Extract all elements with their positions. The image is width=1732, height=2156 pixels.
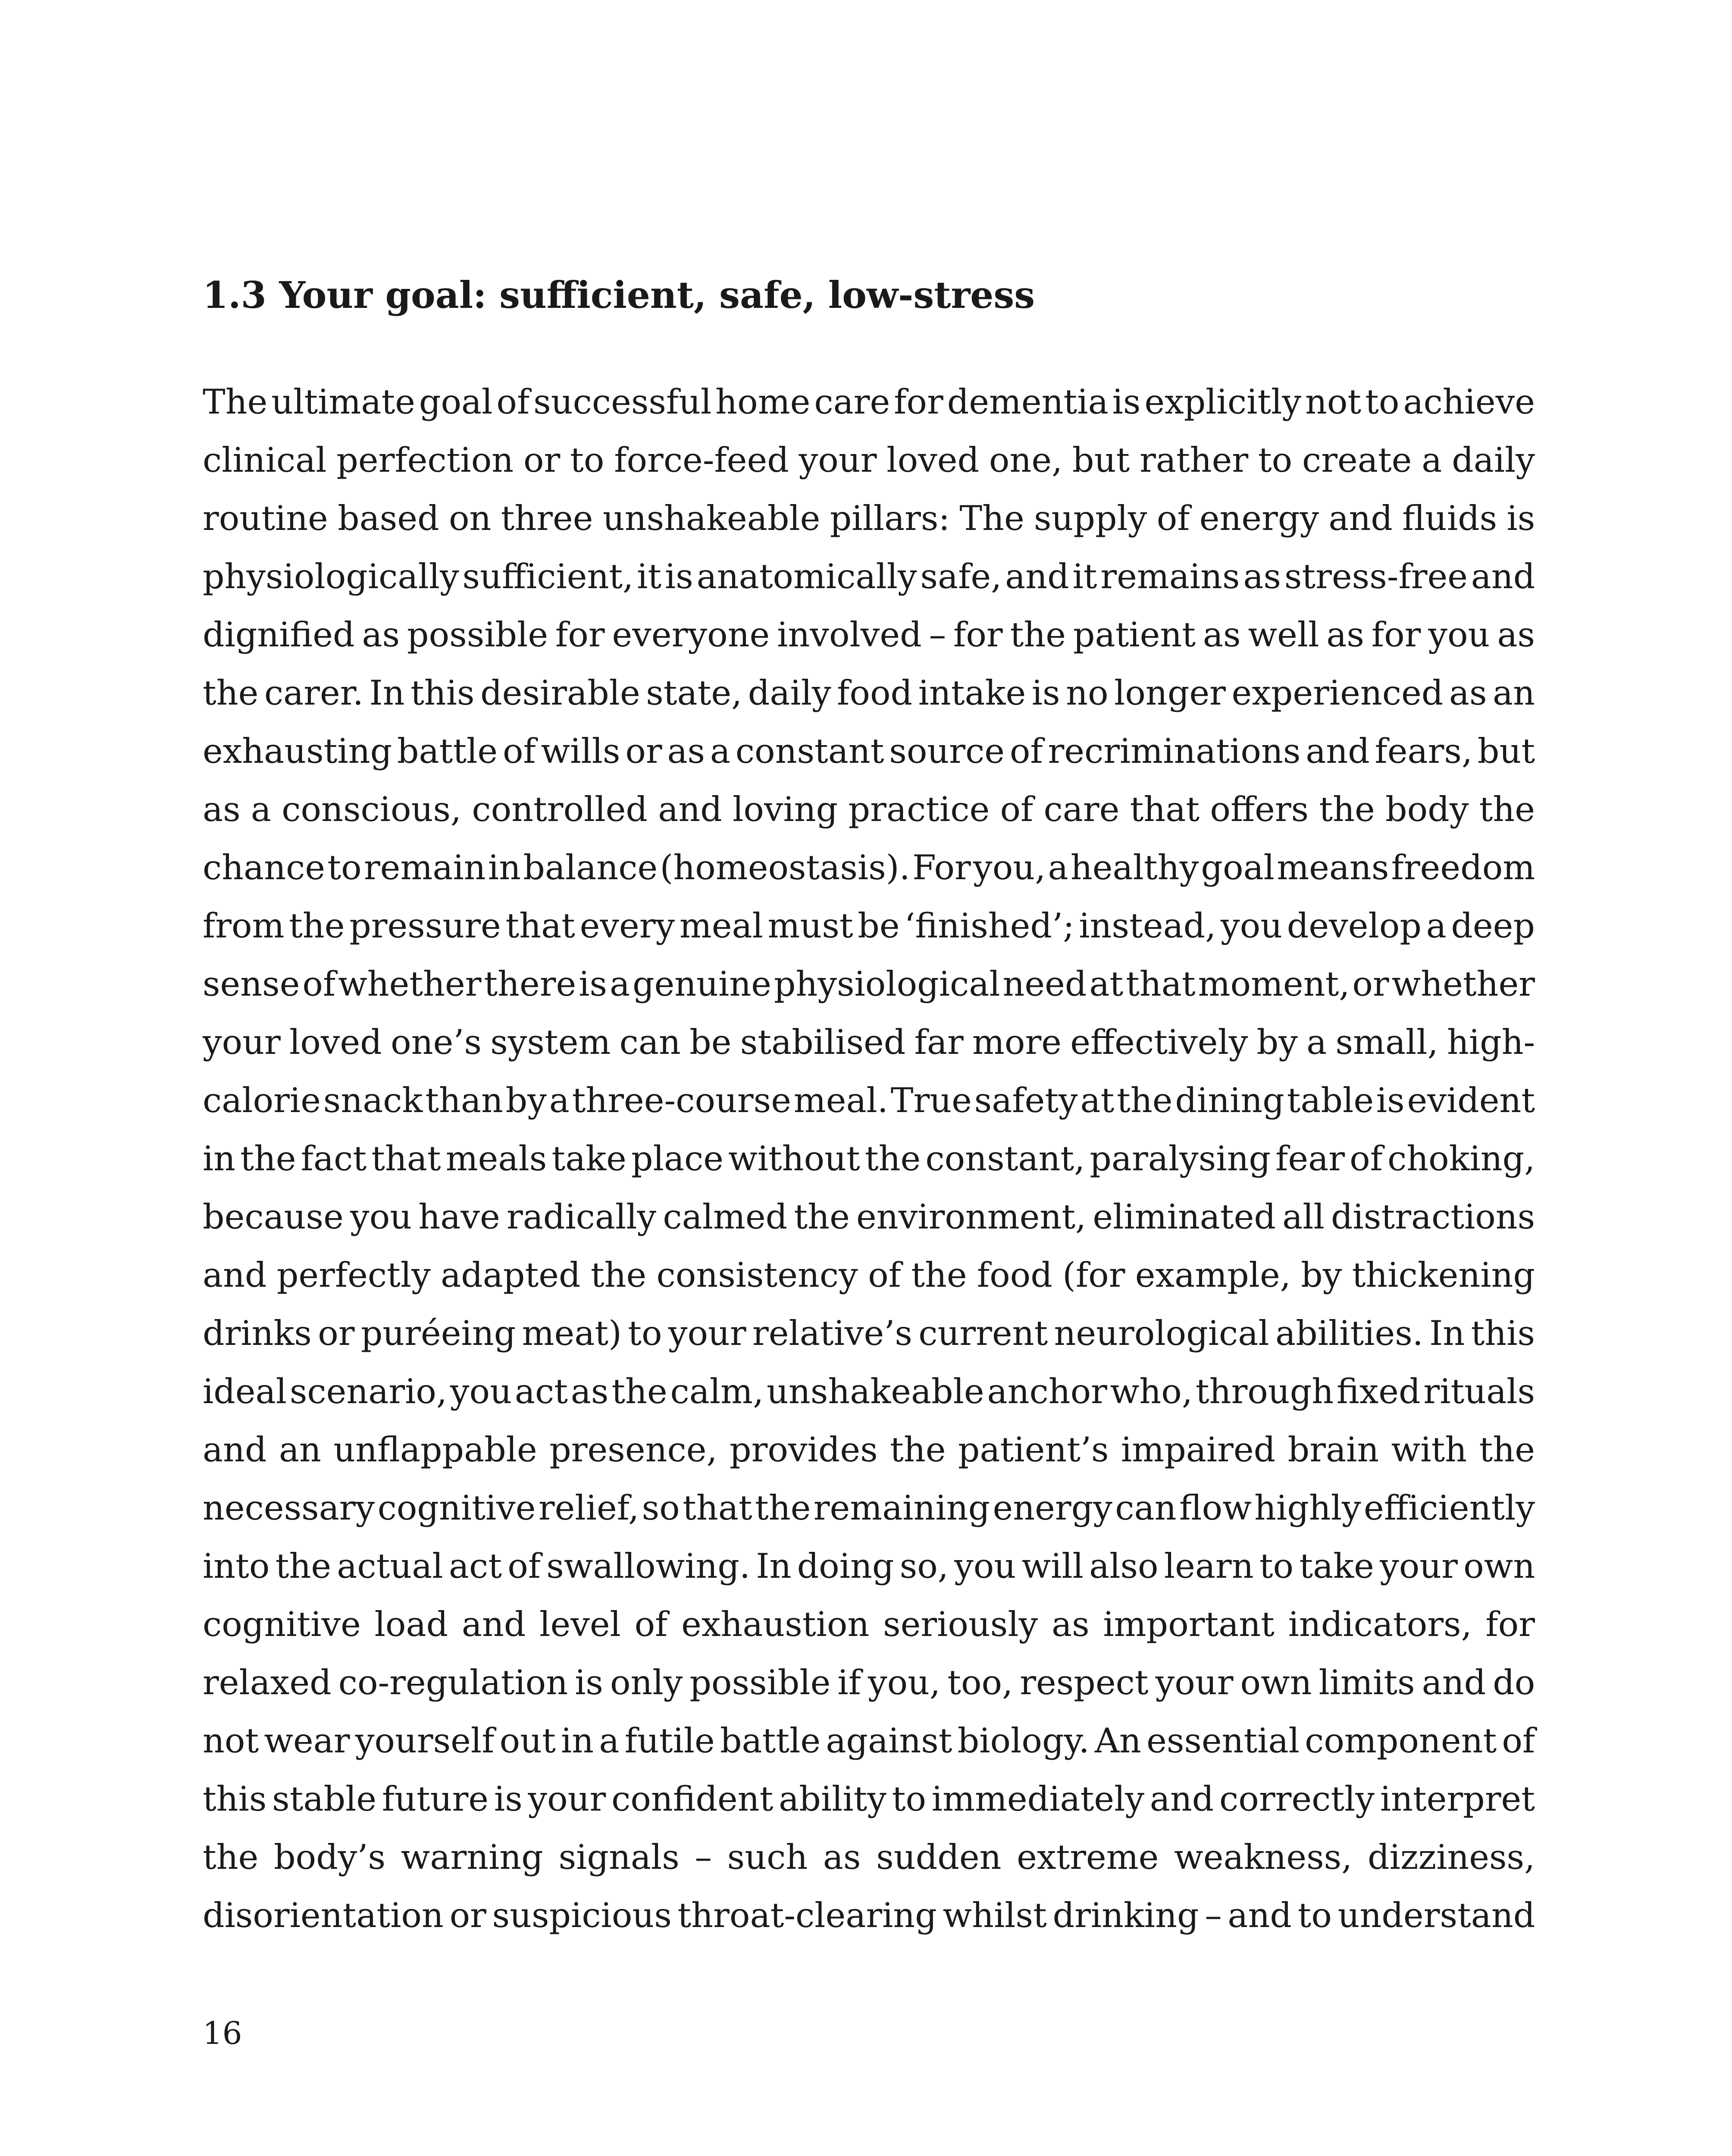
body-line: The ultimate goal of successful home care for dementia is explicitly not to achieve — [203, 382, 1535, 422]
body-line: drinks or puréeing meat) to your relative’s current neurological abilities. In this — [203, 1313, 1535, 1353]
body-line: physiologically sufficient, it is anatomically safe, and it remains as stress-free and — [203, 557, 1535, 596]
body-line: not wear yourself out in a futile battle against biology. An essential component of — [203, 1721, 1535, 1761]
body-line: cognitive load and level of exhaustion seriously as important indicators, for — [203, 1604, 1535, 1644]
body-line: routine based on three unshakeable pillars: The supply of energy and fluids is — [203, 498, 1535, 538]
page-number: 16 — [203, 2015, 242, 2051]
body-line: necessary cognitive relief, so that the remaining energy can flow highly efficiently — [203, 1488, 1535, 1528]
body-line: relaxed co-regulation is only possible if you, too, respect your own limits and do — [203, 1663, 1535, 1702]
body-line: from the pressure that every meal must be ‘finished’; instead, you develop a deep — [203, 906, 1535, 946]
body-line: ideal scenario, you act as the calm, unshakeable anchor who, through fixed rituals — [203, 1372, 1535, 1411]
body-line: clinical perfection or to force-feed your loved one, but rather to create a daily — [203, 440, 1535, 480]
body-paragraph — [203, 373, 1535, 1945]
body-line: and an unflappable presence, provides the patient’s impaired brain with the — [203, 1430, 1535, 1470]
body-line: in the fact that meals take place without the constant, paralysing fear of choking, — [203, 1139, 1535, 1178]
body-line: disorientation or suspicious throat-clearing whilst drinking – and to understand — [203, 1896, 1535, 1935]
body-line: sense of whether there is a genuine physiological need at that moment, or whether — [203, 964, 1535, 1004]
section-heading: 1.3 Your goal: sufficient, safe, low-stress — [203, 274, 1035, 317]
body-line: your loved one’s system can be stabilised far more effectively by a small, high- — [203, 1022, 1535, 1062]
body-line: as a conscious, controlled and loving practice of care that offers the body the — [203, 790, 1535, 829]
body-line: dignified as possible for everyone involved – for the patient as well as for you as — [203, 615, 1535, 655]
body-line: because you have radically calmed the environment, eliminated all distractions — [203, 1197, 1535, 1237]
body-line: calorie snack than by a three-course meal. True safety at the dining table is evident — [203, 1081, 1535, 1120]
body-line: chance to remain in balance (homeostasis). For you, a healthy goal means freedom — [203, 848, 1535, 887]
body-line: the body’s warning signals – such as sudden extreme weakness, dizziness, — [203, 1837, 1535, 1877]
body-line: into the actual act of swallowing. In doing so, you will also learn to take your own — [203, 1546, 1535, 1586]
body-line: and perfectly adapted the consistency of the food (for example, by thickening — [203, 1255, 1535, 1295]
body-line: the carer. In this desirable state, daily food intake is no longer experienced as an — [203, 673, 1535, 713]
body-line: exhausting battle of wills or as a constant source of recriminations and fears, but — [203, 731, 1535, 771]
body-line: this stable future is your confident ability to immediately and correctly interpret — [203, 1779, 1535, 1819]
